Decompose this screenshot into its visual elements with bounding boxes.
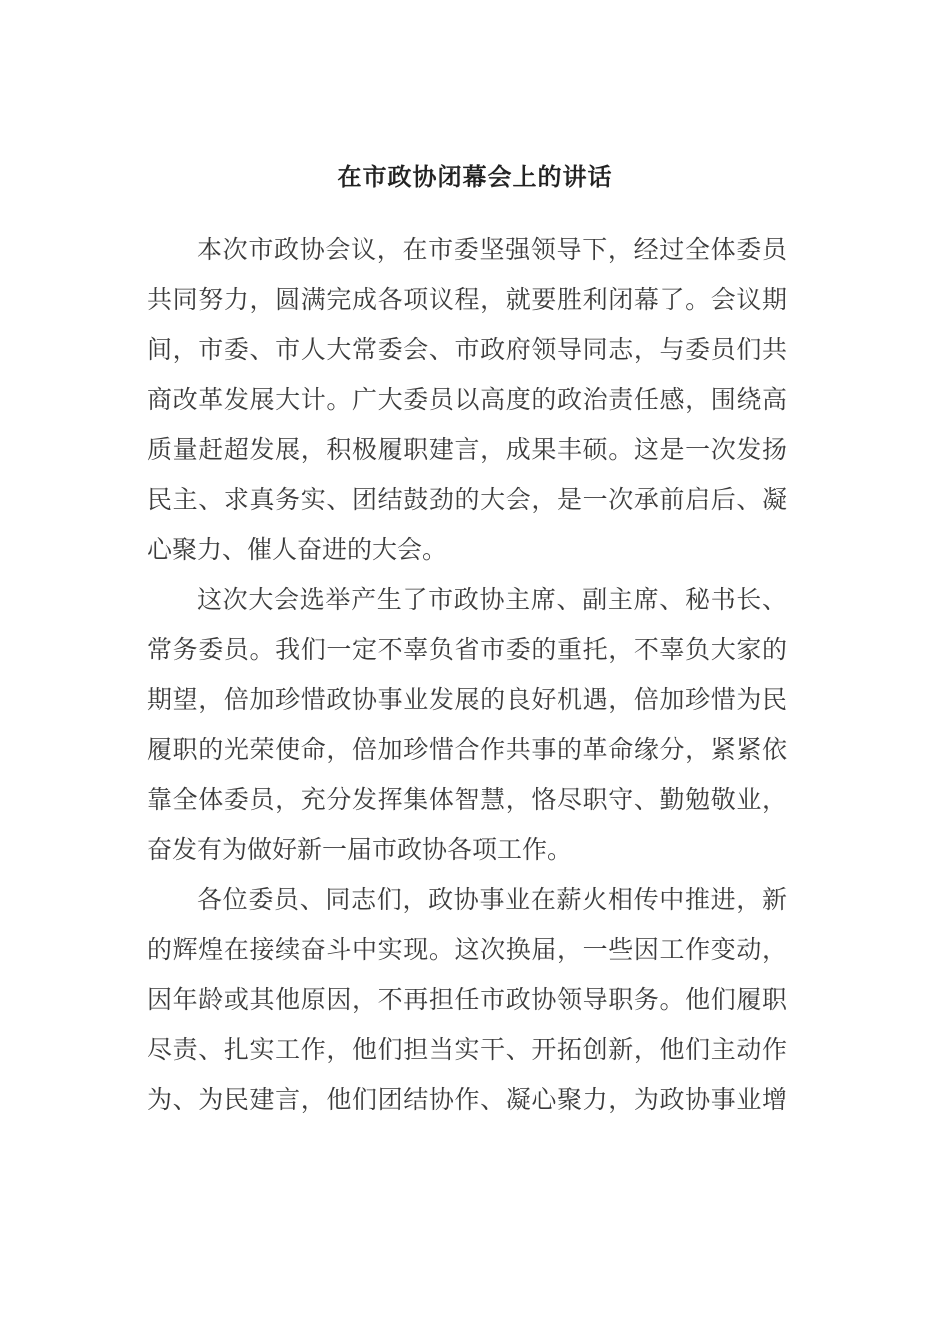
paragraph-3-line-4: 尽责、扎实工作，他们担当实干、开拓创新，他们主动作 (147, 1035, 787, 1064)
paragraph-1-line-5: 质量赶超发展，积极履职建言，成果丰硕。这是一次发扬 (147, 435, 787, 464)
paragraph-1-line-2: 共同努力，圆满完成各项议程，就要胜利闭幕了。会议期 (147, 285, 787, 314)
paragraph-2-line-1: 这次大会选举产生了市政协主席、副主席、秘书长、 (197, 585, 787, 614)
paragraph-2-line-2: 常务委员。我们一定不辜负省市委的重托，不辜负大家的 (147, 635, 787, 664)
paragraph-3-line-3: 因年龄或其他原因，不再担任市政协领导职务。他们履职 (147, 985, 787, 1014)
paragraph-1-line-1: 本次市政协会议，在市委坚强领导下，经过全体委员 (197, 235, 787, 264)
paragraph-1-line-7: 心聚力、催人奋进的大会。 (147, 535, 448, 564)
paragraph-1-line-3: 间，市委、市人大常委会、市政府领导同志，与委员们共 (147, 335, 787, 364)
paragraph-2-line-5: 靠全体委员，充分发挥集体智慧，恪尽职守、勤勉敬业， (147, 785, 787, 814)
paragraph-1-line-6: 民主、求真务实、团结鼓劲的大会，是一次承前启后、凝 (147, 485, 787, 514)
paragraph-1-line-4: 商改革发展大计。广大委员以高度的政治责任感，围绕高 (147, 385, 787, 414)
paragraph-2-line-6: 奋发有为做好新一届市政协各项工作。 (147, 835, 573, 864)
paragraph-3-line-1: 各位委员、同志们，政协事业在薪火相传中推进，新 (197, 885, 787, 914)
paragraph-3-line-5: 为、为民建言，他们团结协作、凝心聚力，为政协事业增 (147, 1085, 787, 1114)
paragraph-3-line-2: 的辉煌在接续奋斗中实现。这次换届，一些因工作变动， (147, 935, 787, 964)
page-title: 在市政协闭幕会上的讲话 (337, 162, 613, 191)
paragraph-2-line-3: 期望，倍加珍惜政协事业发展的良好机遇，倍加珍惜为民 (147, 685, 787, 714)
paragraph-2-line-4: 履职的光荣使命，倍加珍惜合作共事的革命缘分，紧紧依 (147, 735, 787, 764)
